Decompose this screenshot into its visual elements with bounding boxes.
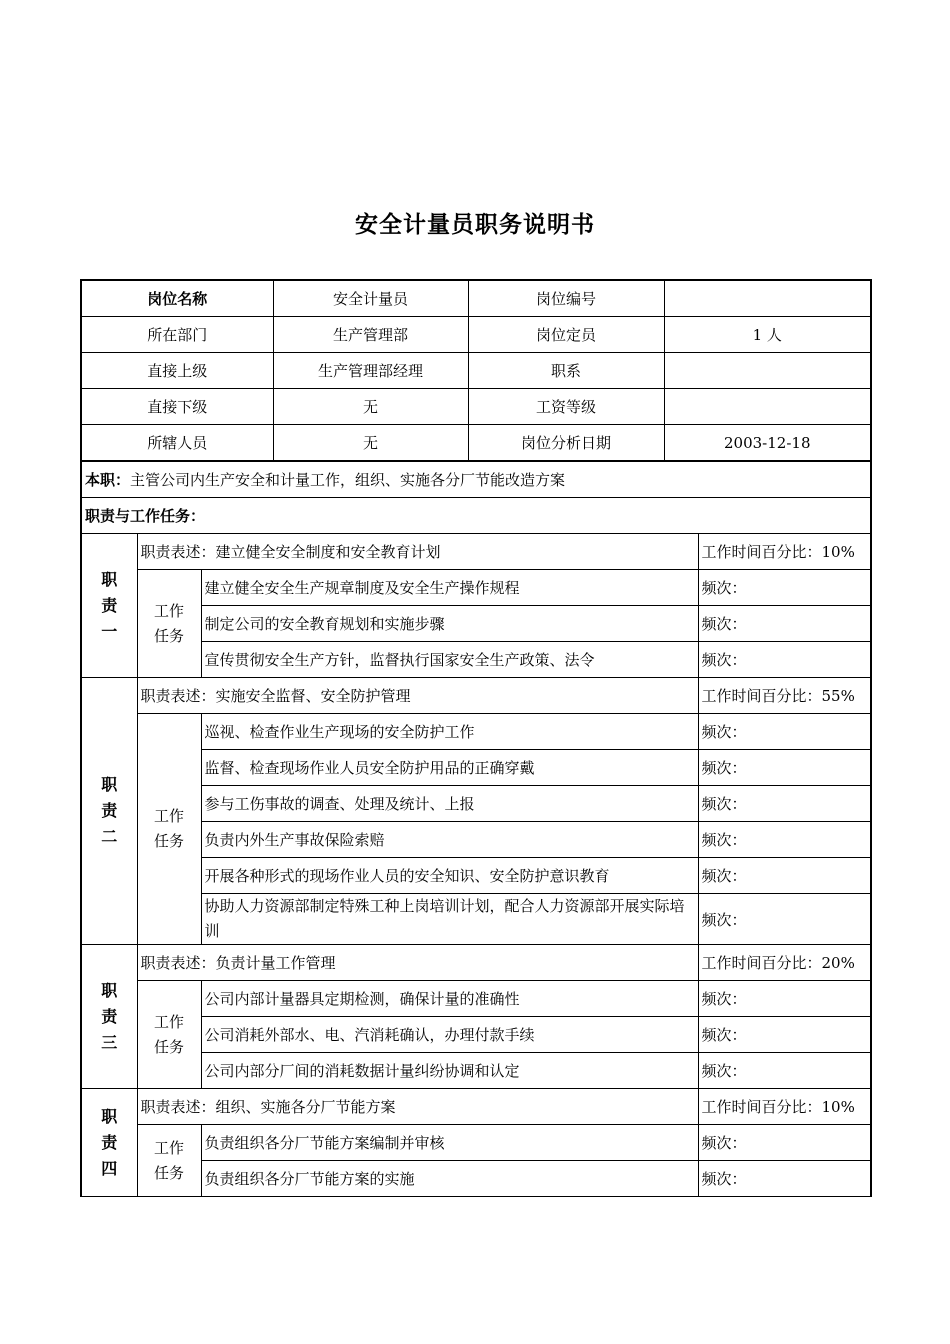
info-label: 岗位分析日期	[468, 425, 664, 462]
info-value	[664, 389, 871, 425]
task-frequency: 频次：	[698, 1017, 871, 1053]
task-label	[137, 714, 201, 945]
duty-section-char: 职	[101, 980, 118, 1000]
duty-section-label	[81, 945, 137, 1089]
info-label: 所辖人员	[81, 425, 273, 462]
duty-statement-row	[81, 1089, 871, 1125]
task-text: 巡视、检查作业生产现场的安全防护工作	[201, 714, 698, 750]
info-label: 工资等级	[468, 389, 664, 425]
duty-statement: 职责表述：负责计量工作管理	[137, 945, 698, 981]
info-label: 直接上级	[81, 353, 273, 389]
task-text: 开展各种形式的现场作业人员的安全知识、安全防护意识教育	[201, 858, 698, 894]
task-row	[81, 1125, 871, 1161]
duty-section-char: 四	[101, 1158, 118, 1178]
task-text: 制定公司的安全教育规划和实施步骤	[201, 606, 698, 642]
task-frequency: 频次：	[698, 714, 871, 750]
info-value: 安全计量员	[273, 280, 468, 317]
duty-section-char: 职	[101, 1106, 118, 1126]
task-frequency: 频次：	[698, 1053, 871, 1089]
task-label	[137, 570, 201, 678]
task-frequency: 频次：	[698, 606, 871, 642]
task-text: 参与工伤事故的调查、处理及统计、上报	[201, 786, 698, 822]
info-row	[81, 353, 871, 389]
duty-time-percent: 工作时间百分比：10%	[698, 1089, 871, 1125]
duty-section-char: 责	[101, 801, 118, 820]
duty-statement: 职责表述：组织、实施各分厂节能方案	[137, 1089, 698, 1125]
task-frequency: 频次：	[698, 822, 871, 858]
page-title: 安全计量员职务说明书	[355, 212, 595, 238]
duty-section-char: 责	[101, 595, 118, 615]
duty-section-char: 责	[101, 1132, 118, 1152]
duty-section-label	[81, 678, 137, 945]
task-label-text: 任务	[153, 626, 184, 645]
task-row	[81, 981, 871, 1017]
duty-section-char: 三	[101, 1032, 118, 1052]
task-frequency: 频次：	[698, 570, 871, 606]
main-duty-row	[81, 461, 871, 498]
duty-statement: 职责表述：建立健全安全制度和安全教育计划	[137, 534, 698, 570]
info-row	[81, 389, 871, 425]
task-label-text: 任务	[153, 1037, 184, 1056]
duty-section-char: 职	[101, 775, 118, 794]
duty-time-percent: 工作时间百分比：20%	[698, 945, 871, 981]
duties-table	[80, 533, 872, 1197]
info-label: 岗位名称	[81, 280, 273, 317]
task-frequency: 频次：	[698, 750, 871, 786]
task-label-text: 任务	[153, 1163, 184, 1182]
task-text: 公司消耗外部水、电、汽消耗确认，办理付款手续	[201, 1017, 698, 1053]
duty-section-char: 责	[101, 1006, 118, 1026]
task-text: 公司内部计量器具定期检测，确保计量的准确性	[201, 981, 698, 1017]
duty-section-label	[81, 534, 137, 678]
duty-section-char: 二	[101, 827, 118, 846]
main-duty-label: 本职：	[85, 471, 131, 489]
task-label	[137, 1125, 201, 1197]
info-row	[81, 280, 871, 317]
info-label: 所在部门	[81, 317, 273, 353]
duty-statement-row	[81, 678, 871, 714]
task-frequency: 频次：	[698, 894, 871, 945]
task-frequency: 频次：	[698, 981, 871, 1017]
task-label-text: 工作	[153, 807, 184, 825]
task-frequency: 频次：	[698, 1125, 871, 1161]
position-info-table	[80, 279, 872, 534]
info-label: 岗位编号	[468, 280, 664, 317]
task-text: 负责组织各分厂节能方案的实施	[201, 1161, 698, 1197]
info-row	[81, 317, 871, 353]
duty-statement: 职责表述：实施安全监督、安全防护管理	[137, 678, 698, 714]
info-value	[664, 280, 871, 317]
duty-section-label	[81, 1089, 137, 1197]
task-row	[81, 714, 871, 750]
task-frequency: 频次：	[698, 642, 871, 678]
info-label: 岗位定员	[468, 317, 664, 353]
task-text: 公司内部分厂间的消耗数据计量纠纷协调和认定	[201, 1053, 698, 1089]
task-label-text: 工作	[153, 601, 184, 620]
task-frequency: 频次：	[698, 1161, 871, 1197]
duty-time-percent: 工作时间百分比：55%	[698, 678, 871, 714]
info-label: 直接下级	[81, 389, 273, 425]
task-text: 协助人力资源部制定特殊工种上岗培训计划，配合人力资源部开展实际培训	[201, 894, 698, 945]
task-label-text: 任务	[153, 832, 184, 850]
info-label: 职系	[468, 353, 664, 389]
task-label-text: 工作	[153, 1138, 184, 1157]
info-value	[664, 353, 871, 389]
duty-section-char: 职	[101, 569, 118, 589]
info-value: 1 人	[664, 317, 871, 353]
info-value: 2003-12-18	[664, 425, 871, 462]
task-text: 负责组织各分厂节能方案编制并审核	[201, 1125, 698, 1161]
main-duty-text: 主管公司内生产安全和计量工作，组织、实施各分厂节能改造方案	[130, 471, 566, 489]
task-label-text: 工作	[153, 1012, 184, 1031]
task-label	[137, 981, 201, 1089]
duties-header: 职责与工作任务：	[81, 498, 871, 534]
task-text: 宣传贯彻安全生产方针，监督执行国家安全生产政策、法令	[201, 642, 698, 678]
task-frequency: 频次：	[698, 786, 871, 822]
task-row	[81, 570, 871, 606]
info-value: 生产管理部	[273, 317, 468, 353]
duty-statement-row	[81, 534, 871, 570]
info-value: 无	[273, 389, 468, 425]
duty-statement-row	[81, 945, 871, 981]
info-row	[81, 425, 871, 462]
duty-section-char: 一	[101, 621, 118, 641]
task-text: 建立健全安全生产规章制度及安全生产操作规程	[201, 570, 698, 606]
task-text: 负责内外生产事故保险索赔	[201, 822, 698, 858]
info-value: 生产管理部经理	[273, 353, 468, 389]
task-text: 监督、检查现场作业人员安全防护用品的正确穿戴	[201, 750, 698, 786]
task-frequency: 频次：	[698, 858, 871, 894]
duty-time-percent: 工作时间百分比：10%	[698, 534, 871, 570]
info-value: 无	[273, 425, 468, 462]
